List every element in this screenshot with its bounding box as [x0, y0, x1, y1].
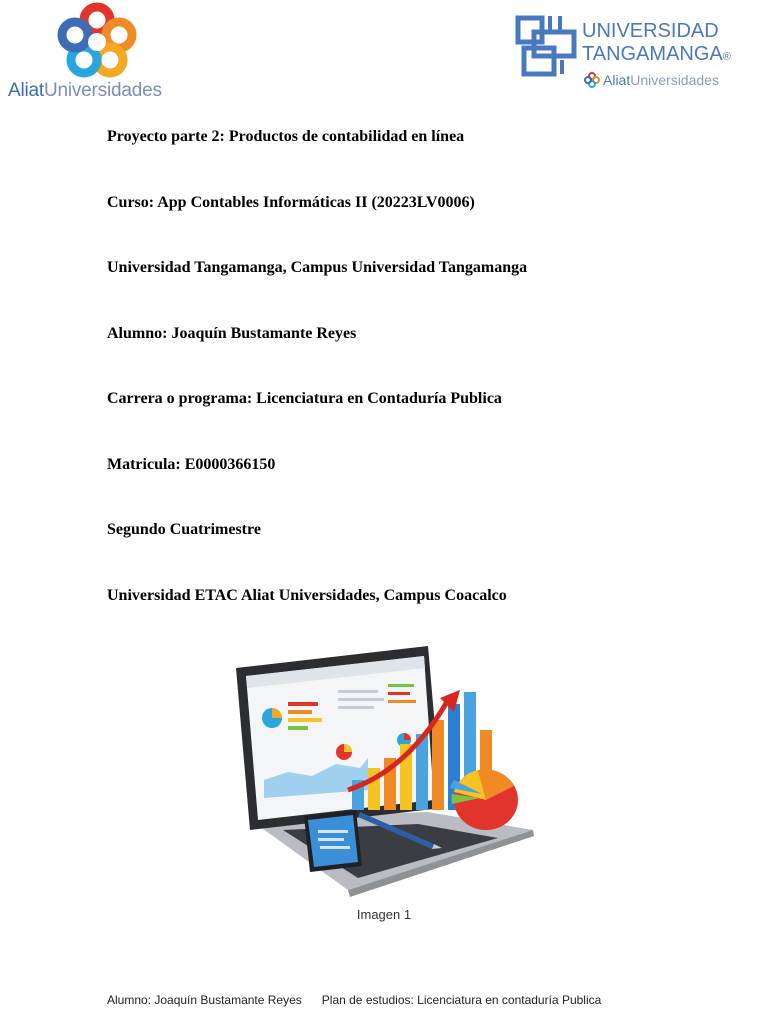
cover-info [107, 126, 747, 650]
universidad-tangamanga-logo [514, 10, 754, 96]
course-line: Curso: App Contables Informáticas II (20223LV0006) [107, 193, 475, 211]
page-footer [107, 993, 601, 1007]
university-line: Universidad Tangamanga, Campus Universidad Tangamanga [107, 259, 528, 276]
aliat-universidades-logo [6, 2, 188, 102]
aliat-flower-icon [52, 2, 142, 82]
student-line: Alumno: Joaquín Bustamante Reyes [107, 324, 357, 342]
aliat-mini-flower-icon [584, 72, 600, 88]
laptop-charts-illustration [228, 640, 540, 902]
campus-line: Universidad ETAC Aliat Universidades, Campus Coacalco [107, 586, 507, 604]
term-line: Segundo Cuatrimestre [107, 521, 261, 538]
image-caption: Imagen 1 [356, 907, 412, 922]
footer-plan: Plan de estudios: Licenciatura en contaduría Publica [321, 993, 602, 1007]
project-title: Proyecto parte 2: Productos de contabilidad en línea [107, 128, 465, 145]
program-line: Carrera o programa: Licenciatura en Contaduría Publica [107, 390, 502, 407]
utan-wordmark: UNIVERSIDAD TANGAMANGA® [582, 20, 731, 65]
utan-shield-icon [514, 12, 578, 78]
enrollment-line: Matricula: E0000366150 [107, 455, 276, 473]
utan-aliat-sub-brand: AliatUniversidades [584, 72, 719, 88]
aliat-brand-text: AliatUniversidades [8, 80, 162, 101]
footer-student: Alumno: Joaquín Bustamante Reyes [107, 993, 302, 1007]
